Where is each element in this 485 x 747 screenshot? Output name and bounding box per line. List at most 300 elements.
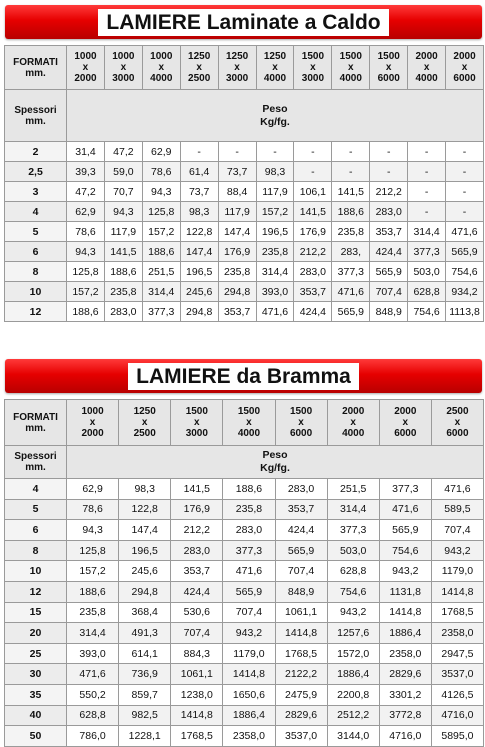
weight-label (67, 90, 484, 142)
weight-cell: 314,4 (142, 282, 180, 302)
format-header-line: x (461, 62, 468, 73)
weight-cell: 934,2 (446, 282, 484, 302)
thickness-cell: 12 (5, 302, 67, 322)
format-header-line: 1500 (377, 51, 400, 62)
section-1-banner (5, 5, 482, 39)
weight-cell: 39,3 (67, 162, 105, 182)
weight-cell: 283,0 (223, 520, 275, 541)
weight-cell: 943,2 (327, 602, 379, 623)
weight-cell: 78,6 (67, 499, 119, 520)
corner-label-line: mm. (25, 67, 46, 79)
table-row (5, 142, 484, 162)
format-header-line: 1500 (289, 406, 313, 417)
weight-cell: 1238,0 (171, 684, 223, 705)
weight-cell: 503,0 (327, 540, 379, 561)
weight-cell: 73,7 (218, 162, 256, 182)
weight-cell: - (408, 162, 446, 182)
weight-cell: 212,2 (370, 182, 408, 202)
thickness-cell: 50 (5, 726, 67, 747)
weight-cell: 196,5 (180, 262, 218, 282)
weight-cell: 78,6 (142, 162, 180, 182)
format-header-line: x (89, 417, 96, 428)
weight-cell: 147,4 (119, 520, 171, 541)
weight-cell: 141,5 (104, 242, 142, 262)
weight-cell: - (446, 142, 484, 162)
weight-cell: 1228,1 (119, 726, 171, 747)
format-header-line: 3000 (185, 428, 208, 439)
weight-cell: 424,4 (171, 581, 223, 602)
weight-cell: 235,8 (218, 262, 256, 282)
weight-cell: 2122,2 (275, 664, 327, 685)
weight-cell: 368,4 (119, 602, 171, 623)
weight-cell: 565,9 (275, 540, 327, 561)
weight-cell: 235,8 (256, 242, 294, 262)
format-header-line: 1250 (263, 51, 287, 62)
table-row (5, 282, 484, 302)
format-header-line: 1500 (339, 51, 362, 62)
table-row (5, 602, 484, 623)
format-header-line: 2000 (81, 428, 104, 439)
format-header (67, 400, 119, 446)
format-header-line: x (423, 62, 430, 73)
format-header-line: 2500 (446, 406, 469, 417)
weight-cell: 2358,0 (223, 726, 275, 747)
format-header-line: 2000 (415, 51, 438, 62)
weight-cell: 314,4 (256, 262, 294, 282)
thickness-cell: 30 (5, 664, 67, 685)
format-header-line: 4000 (150, 73, 173, 84)
weight-cell: 3772,8 (379, 705, 431, 726)
thickness-label-line: Spessori (14, 451, 57, 462)
weight-cell: - (332, 142, 370, 162)
thickness-cell: 10 (5, 282, 67, 302)
weight-cell: 251,5 (142, 262, 180, 282)
weight-cell: 283,0 (370, 202, 408, 222)
weight-cell: 707,4 (370, 282, 408, 302)
format-header-line: x (120, 62, 127, 73)
format-header-line: 6000 (446, 428, 469, 439)
weight-cell: 61,4 (180, 162, 218, 182)
weight-cell: 294,8 (218, 282, 256, 302)
weight-cell: 98,3 (119, 479, 171, 500)
format-header-line: 2000 (342, 406, 365, 417)
weight-cell: 353,7 (171, 561, 223, 582)
weight-cell: 2358,0 (431, 623, 483, 644)
weight-cell: 157,2 (67, 282, 105, 302)
thickness-cell: 12 (5, 581, 67, 602)
weight-label-line: Peso (262, 449, 288, 461)
weight-cell: 377,3 (327, 520, 379, 541)
format-header (67, 46, 105, 90)
format-header-line: 4000 (237, 428, 261, 439)
format-header-line: 6000 (453, 73, 476, 84)
weight-cell: 235,8 (223, 499, 275, 520)
format-header-line: 1000 (112, 51, 135, 62)
weight-cell: 3144,0 (327, 726, 379, 747)
weight-cell: 424,4 (275, 520, 327, 541)
format-header-line: 2000 (453, 51, 476, 62)
weight-cell: 157,2 (67, 561, 119, 582)
format-header (332, 46, 370, 90)
weight-cell: 47,2 (104, 142, 142, 162)
weight-cell: 2475,9 (275, 684, 327, 705)
format-header (218, 46, 256, 90)
weight-cell: 2829,6 (379, 664, 431, 685)
format-header-line: x (82, 62, 89, 73)
format-header (104, 46, 142, 90)
table-row (5, 479, 484, 500)
format-header-line: x (350, 417, 356, 428)
table-row (5, 182, 484, 202)
weight-cell: 707,4 (431, 520, 483, 541)
weight-cell: 377,3 (223, 540, 275, 561)
weight-cell: 283, (332, 242, 370, 262)
weight-cell: 94,3 (104, 202, 142, 222)
weight-cell: 62,9 (67, 479, 119, 500)
weight-cell: 73,7 (180, 182, 218, 202)
weight-cell: 3301,2 (379, 684, 431, 705)
weight-cell: 1113,8 (446, 302, 484, 322)
format-header-line: 2500 (188, 73, 211, 84)
weight-cell: 1414,8 (275, 623, 327, 644)
weight-cell: 94,3 (67, 520, 119, 541)
weight-cell: 786,0 (67, 726, 119, 747)
weight-cell: - (370, 142, 408, 162)
format-header-line: 3000 (301, 73, 325, 84)
weight-cell: 471,6 (256, 302, 294, 322)
table-row (5, 684, 484, 705)
format-header-line: x (196, 62, 202, 73)
weight-cell: 62,9 (142, 142, 180, 162)
thickness-cell: 5 (5, 222, 67, 242)
weight-cell: 4716,0 (431, 705, 483, 726)
format-header-line: 1000 (81, 406, 104, 417)
format-header-line: x (310, 62, 316, 73)
thickness-cell: 25 (5, 643, 67, 664)
weight-cell: 314,4 (408, 222, 446, 242)
format-header (119, 400, 171, 446)
weight-cell: - (370, 162, 408, 182)
weight-cell: 1650,6 (223, 684, 275, 705)
weight-cell: 196,5 (256, 222, 294, 242)
hot-rolled-sheets-table (4, 45, 484, 322)
table-row (5, 242, 484, 262)
thickness-cell: 8 (5, 262, 67, 282)
weight-cell: 736,9 (119, 664, 171, 685)
format-header-line: 4000 (339, 73, 362, 84)
format-header (275, 400, 327, 446)
weight-cell: 283,0 (294, 262, 332, 282)
weight-label-line: Kg/fg. (260, 462, 290, 474)
weight-cell: - (180, 142, 218, 162)
weight-cell: 188,6 (223, 479, 275, 500)
weight-cell: 754,6 (327, 581, 379, 602)
thickness-label (5, 90, 67, 142)
weight-cell: - (408, 142, 446, 162)
weight-cell: 157,2 (142, 222, 180, 242)
weight-cell: 1768,5 (275, 643, 327, 664)
corner-label-line: mm. (25, 422, 46, 434)
weight-cell: 628,8 (408, 282, 446, 302)
thickness-cell: 35 (5, 684, 67, 705)
format-header-line: 1500 (237, 406, 261, 417)
table-row (5, 664, 484, 685)
weight-cell: 106,1 (294, 182, 332, 202)
format-header-line: x (385, 62, 392, 73)
table-row (5, 540, 484, 561)
table-row (5, 520, 484, 541)
weight-cell: 235,8 (104, 282, 142, 302)
format-header-line: 1500 (185, 406, 208, 417)
thickness-cell: 10 (5, 561, 67, 582)
section-2-title: LAMIERE da Bramma (128, 363, 359, 390)
format-header (370, 46, 408, 90)
weight-cell: 294,8 (119, 581, 171, 602)
weight-cell: 88,4 (218, 182, 256, 202)
format-header (142, 46, 180, 90)
table-row (5, 202, 484, 222)
weight-cell: 2358,0 (379, 643, 431, 664)
format-header (379, 400, 431, 446)
thickness-cell: 15 (5, 602, 67, 623)
format-header (256, 46, 294, 90)
thickness-cell: 2,5 (5, 162, 67, 182)
weight-cell: 424,4 (370, 242, 408, 262)
weight-cell: 754,6 (446, 262, 484, 282)
weight-cell: 122,8 (119, 499, 171, 520)
weight-cell: 141,5 (294, 202, 332, 222)
table-row (5, 643, 484, 664)
thickness-cell: 3 (5, 182, 67, 202)
weight-cell: - (294, 162, 332, 182)
weight-cell: - (256, 142, 294, 162)
weight-cell: 1061,1 (275, 602, 327, 623)
weight-cell: 245,6 (119, 561, 171, 582)
weight-cell: 1886,4 (223, 705, 275, 726)
weight-label (67, 446, 484, 479)
weight-cell: 628,8 (67, 705, 119, 726)
weight-cell: 377,3 (379, 479, 431, 500)
format-header-line: 4000 (342, 428, 365, 439)
weight-cell: 614,1 (119, 643, 171, 664)
format-header-line: x (194, 417, 200, 428)
weight-cell: 943,2 (379, 561, 431, 582)
weight-cell: - (294, 142, 332, 162)
table-row (5, 623, 484, 644)
weight-cell: 176,9 (171, 499, 223, 520)
thickness-label-line: mm. (25, 115, 46, 127)
weight-cell: 157,2 (256, 202, 294, 222)
weight-cell: 859,7 (119, 684, 171, 705)
weight-cell: 393,0 (67, 643, 119, 664)
weight-cell: 565,9 (379, 520, 431, 541)
weight-cell: 471,6 (332, 282, 370, 302)
weight-cell: 59,0 (104, 162, 142, 182)
weight-cell: 62,9 (67, 202, 105, 222)
weight-cell: 1886,4 (327, 664, 379, 685)
format-header-line: 1250 (188, 51, 211, 62)
thickness-label-line: Spessori (14, 104, 57, 116)
weight-cell: 377,3 (408, 242, 446, 262)
weight-cell: 707,4 (171, 623, 223, 644)
table-row (5, 705, 484, 726)
weight-cell: 884,3 (171, 643, 223, 664)
weight-cell: 235,8 (332, 222, 370, 242)
weight-cell: 503,0 (408, 262, 446, 282)
slab-sheets-table (4, 399, 484, 747)
weight-cell: 2200,8 (327, 684, 379, 705)
weight-cell: 117,9 (104, 222, 142, 242)
format-header-line: 2000 (74, 73, 97, 84)
weight-cell: - (408, 182, 446, 202)
format-header-line: 1000 (150, 51, 173, 62)
weight-cell: 377,3 (332, 262, 370, 282)
format-header-line: x (454, 417, 461, 428)
weight-cell: 848,9 (275, 581, 327, 602)
weight-cell: 283,0 (104, 302, 142, 322)
weight-cell: 754,6 (379, 540, 431, 561)
weight-cell: 141,5 (332, 182, 370, 202)
thickness-cell: 4 (5, 479, 67, 500)
weight-cell: 212,2 (171, 520, 223, 541)
weight-cell: 98,3 (256, 162, 294, 182)
weight-cell: 377,3 (142, 302, 180, 322)
weight-cell: 251,5 (327, 479, 379, 500)
weight-cell: 188,6 (142, 242, 180, 262)
format-header-line: x (272, 62, 278, 73)
weight-cell: 1572,0 (327, 643, 379, 664)
format-header (223, 400, 275, 446)
weight-cell: 4716,0 (379, 726, 431, 747)
weight-cell: 1131,8 (379, 581, 431, 602)
weight-cell: 196,5 (119, 540, 171, 561)
format-header-line: 6000 (289, 428, 313, 439)
formats-corner-label (5, 46, 67, 90)
thickness-cell: 40 (5, 705, 67, 726)
format-header-line: 1500 (301, 51, 325, 62)
thickness-cell: 4 (5, 202, 67, 222)
weight-cell: - (446, 202, 484, 222)
weight-cell: 283,0 (171, 540, 223, 561)
weight-cell: 141,5 (171, 479, 223, 500)
format-header (431, 400, 483, 446)
weight-cell: 31,4 (67, 142, 105, 162)
thickness-label-line: mm. (25, 462, 46, 473)
format-header-line: 2500 (133, 428, 156, 439)
weight-cell: 212,2 (294, 242, 332, 262)
weight-cell: 1257,6 (327, 623, 379, 644)
weight-cell: 707,4 (275, 561, 327, 582)
weight-cell: 565,9 (332, 302, 370, 322)
format-header-line: 3000 (225, 73, 249, 84)
format-header-line: 1250 (133, 406, 156, 417)
weight-cell: 471,6 (67, 664, 119, 685)
format-header-line: x (298, 417, 304, 428)
format-header (171, 400, 223, 446)
thickness-cell: 6 (5, 242, 67, 262)
table-row (5, 162, 484, 182)
weight-cell: 1061,1 (171, 664, 223, 685)
weight-cell: 530,6 (171, 602, 223, 623)
weight-cell: 2512,2 (327, 705, 379, 726)
weight-cell: 176,9 (294, 222, 332, 242)
weight-cell: - (446, 182, 484, 202)
section-1-title: LAMIERE Laminate a Caldo (98, 9, 388, 36)
weight-cell: 188,6 (67, 302, 105, 322)
format-header-line: 1000 (74, 51, 97, 62)
weight-cell: 283,0 (275, 479, 327, 500)
corner-label-line: FORMATI (13, 56, 58, 68)
section-2-banner (5, 359, 482, 393)
thickness-cell: 8 (5, 540, 67, 561)
weight-cell: 70,7 (104, 182, 142, 202)
weight-cell: 1179,0 (223, 643, 275, 664)
weight-cell: 589,5 (431, 499, 483, 520)
format-header-line: x (246, 417, 252, 428)
format-header-line: 1250 (225, 51, 249, 62)
weight-cell: - (332, 162, 370, 182)
weight-cell: 3537,0 (431, 664, 483, 685)
weight-cell: 353,7 (370, 222, 408, 242)
weight-cell: 1414,8 (223, 664, 275, 685)
weight-cell: 628,8 (327, 561, 379, 582)
table-row (5, 726, 484, 747)
weight-cell: 125,8 (67, 262, 105, 282)
thickness-cell: 5 (5, 499, 67, 520)
weight-cell: 1768,5 (171, 726, 223, 747)
weight-cell: 2947,5 (431, 643, 483, 664)
table-row (5, 561, 484, 582)
weight-cell: 471,6 (379, 499, 431, 520)
weight-cell: 1886,4 (379, 623, 431, 644)
weight-cell: 848,9 (370, 302, 408, 322)
format-header (408, 46, 446, 90)
weight-cell: 353,7 (275, 499, 327, 520)
weight-cell: 176,9 (218, 242, 256, 262)
weight-cell: 188,6 (332, 202, 370, 222)
weight-cell: 353,7 (294, 282, 332, 302)
thickness-cell: 2 (5, 142, 67, 162)
format-header-line: x (158, 62, 165, 73)
weight-cell: - (408, 202, 446, 222)
weight-cell: 424,4 (294, 302, 332, 322)
weight-cell: 125,8 (142, 202, 180, 222)
thickness-cell: 20 (5, 623, 67, 644)
table-row (5, 222, 484, 242)
weight-cell: 565,9 (370, 262, 408, 282)
thickness-cell: 6 (5, 520, 67, 541)
weight-cell: 5895,0 (431, 726, 483, 747)
format-header-line: 3000 (112, 73, 135, 84)
weight-cell: 125,8 (67, 540, 119, 561)
weight-cell: 471,6 (223, 561, 275, 582)
weight-cell: 147,4 (180, 242, 218, 262)
format-header-line: 6000 (377, 73, 400, 84)
weight-cell: 393,0 (256, 282, 294, 302)
format-header-line: 4000 (415, 73, 438, 84)
table-row (5, 302, 484, 322)
weight-cell: 47,2 (67, 182, 105, 202)
weight-label-line: Peso (262, 102, 288, 115)
format-header (446, 46, 484, 90)
format-header-line: 4000 (263, 73, 287, 84)
weight-cell: 78,6 (67, 222, 105, 242)
format-header-line: 2000 (394, 406, 417, 417)
thickness-label (5, 446, 67, 479)
formats-corner-label (5, 400, 67, 446)
weight-cell: 94,3 (142, 182, 180, 202)
weight-cell: 294,8 (180, 302, 218, 322)
